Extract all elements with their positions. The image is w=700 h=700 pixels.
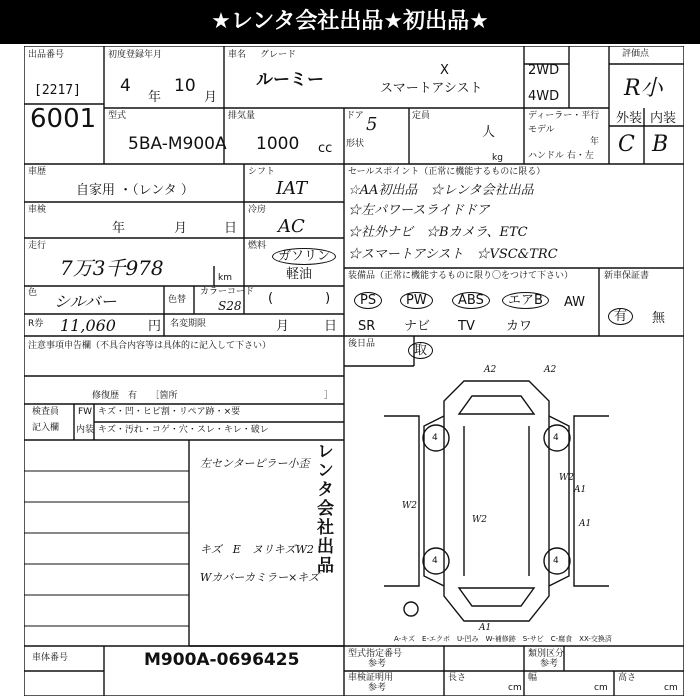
equip-navi: ナビ bbox=[404, 319, 431, 334]
grade-line1: X bbox=[440, 63, 449, 78]
category-label: 類別区分 bbox=[528, 649, 565, 659]
name-deadline-day: 日 bbox=[324, 319, 338, 334]
warranty-yes: 有 bbox=[608, 308, 633, 325]
chassis-cert-label: 車検証明用 bbox=[348, 673, 394, 683]
name-deadline-label: 名変期限 bbox=[170, 319, 207, 329]
sales-point-4: ☆スマートアシスト ☆VSC&TRC bbox=[348, 247, 558, 262]
model-value: 5BA-M900A bbox=[128, 134, 227, 154]
warranty-label: 新車保証書 bbox=[604, 271, 650, 281]
inspector-label-1: 検査員 bbox=[32, 407, 60, 417]
name-deadline-month: 月 bbox=[276, 319, 290, 334]
check-interior-key: 内装 bbox=[76, 425, 95, 435]
auction-sheet bbox=[24, 46, 684, 696]
repair-label: 修復歴 有 ［箇所 bbox=[92, 391, 178, 401]
color-code-label: カラーコード bbox=[200, 287, 255, 297]
shift-value: IAT bbox=[276, 178, 308, 199]
interior-grade: B bbox=[652, 132, 669, 157]
sales-point-2: ☆左パワースライドドア bbox=[348, 203, 490, 218]
sales-point-3: ☆社外ナビ ☆Bカメラ、ETC bbox=[348, 225, 528, 240]
score-value: R小 bbox=[624, 76, 663, 101]
shift-label: シフト bbox=[248, 167, 276, 177]
after-product-value: 取 bbox=[408, 342, 433, 359]
car-diagram bbox=[384, 381, 609, 621]
displacement-unit: cc bbox=[318, 141, 333, 156]
inspection-day-unit: 日 bbox=[224, 221, 238, 236]
length-label: 長さ bbox=[448, 673, 467, 683]
width-label: 幅 bbox=[528, 673, 538, 683]
exterior-label: 外装 bbox=[616, 111, 643, 126]
equipment-label: 装備品（正常に機能するものに限り〇をつけて下さい） bbox=[348, 271, 574, 281]
recycle-label: R券 bbox=[28, 319, 44, 329]
equip-sr: SR bbox=[358, 319, 376, 334]
door-value: 5 bbox=[366, 114, 378, 135]
lot-code: [2217] bbox=[34, 83, 81, 98]
weight-unit: kg bbox=[492, 153, 503, 163]
shape-label: 形状 bbox=[346, 139, 365, 149]
drive-2wd: 2WD bbox=[528, 63, 560, 78]
car-name-label: 車名 bbox=[228, 50, 247, 60]
color-value: シルバー bbox=[54, 292, 117, 311]
aircon-label: 冷房 bbox=[248, 205, 267, 215]
model-year-unit: 年 bbox=[590, 137, 600, 147]
tire-rear-left: 4 bbox=[432, 556, 438, 566]
inspection-month-unit: 月 bbox=[174, 221, 188, 236]
tire-front-left: 4 bbox=[432, 433, 438, 443]
damage-legend: A-キズ E-エクボ U-凹み W-補修跡 S-サビ C-腐食 XX-交換済 bbox=[394, 635, 612, 643]
score-label: 評価点 bbox=[622, 49, 650, 59]
grade-label: グレード bbox=[260, 50, 297, 60]
color-label: 色 bbox=[28, 288, 38, 298]
length-unit: cm bbox=[508, 683, 522, 693]
tire-rear-right: 4 bbox=[553, 556, 559, 566]
history-label: 車歴 bbox=[28, 167, 47, 177]
warranty-no: 無 bbox=[652, 311, 666, 326]
first-reg-label: 初度登録年月 bbox=[108, 50, 163, 60]
exterior-grade: C bbox=[618, 132, 635, 157]
handle-label: ハンドル 右・左 bbox=[528, 151, 594, 161]
dealer-label: ディーラー・平行 bbox=[528, 111, 600, 121]
mileage-unit: km bbox=[218, 273, 232, 283]
model-label: 型式 bbox=[108, 111, 127, 121]
equip-pw: PW bbox=[400, 292, 433, 309]
height-label: 高さ bbox=[618, 673, 637, 683]
displacement-label: 排気量 bbox=[228, 111, 256, 121]
capacity-label: 定員 bbox=[412, 111, 431, 121]
sales-point-1: ☆AA初出品 ☆レンタ会社出品 bbox=[348, 183, 534, 198]
fuel-gasoline: ガソリン bbox=[272, 248, 336, 265]
width-unit: cm bbox=[594, 683, 608, 693]
handwritten-note-1: 左センターピラー小歪 bbox=[200, 457, 310, 470]
damage-mark-a1-rear: A1 bbox=[479, 623, 492, 633]
tire-front-right: 4 bbox=[553, 433, 559, 443]
recycle-unit: 円 bbox=[148, 319, 162, 334]
car-name: ルーミー bbox=[256, 70, 324, 90]
capacity-unit: 人 bbox=[482, 125, 496, 140]
listing-header: ★レンタ会社出品★初出品★ bbox=[0, 0, 700, 44]
mileage-value: 7万3千978 bbox=[60, 256, 164, 280]
damage-mark-w2-right: W2 bbox=[559, 473, 574, 483]
height-unit: cm bbox=[664, 683, 678, 693]
repair-close: ］ bbox=[324, 391, 334, 401]
rental-stamp: レンタ会社出品 bbox=[313, 442, 333, 575]
recycle-value: 11,060 bbox=[60, 316, 116, 335]
inspection-label: 車検 bbox=[28, 205, 47, 215]
check-interior-values: キズ・汚れ・コゲ・穴・スレ・キレ・破レ bbox=[98, 425, 269, 435]
check-fw-values: キズ・凹・ヒビ割・リペア跡・×要 bbox=[98, 407, 241, 417]
fuel-diesel: 軽油 bbox=[286, 267, 313, 282]
equip-abs: ABS bbox=[452, 292, 490, 309]
chassis-cert-ref: 参考 bbox=[368, 683, 387, 693]
lot-number: 6001 bbox=[30, 104, 97, 134]
category-ref: 参考 bbox=[540, 659, 559, 669]
notes-label: 注意事項申告欄（不具合内容等は具体的に記入して下さい） bbox=[28, 341, 272, 351]
color-change-label: 色替 bbox=[168, 295, 187, 305]
damage-mark-a1-right: A1 bbox=[574, 485, 587, 495]
equip-tv: TV bbox=[458, 319, 475, 334]
type-cert-label: 型式指定番号 bbox=[348, 649, 403, 659]
damage-mark-a2-right: A2 bbox=[544, 365, 557, 375]
handwritten-note-3: Wカバーカミラー×キズ bbox=[200, 571, 320, 584]
interior-label: 内装 bbox=[650, 111, 677, 126]
aircon-value: AC bbox=[278, 216, 305, 237]
model-year-label: モデル bbox=[528, 125, 555, 135]
sales-points-label: セールスポイント（正常に機能するものに限る） bbox=[348, 167, 546, 177]
color-code-value: S28 bbox=[218, 299, 242, 313]
chassis-label: 車体番号 bbox=[32, 653, 69, 663]
displacement-value: 1000 bbox=[256, 134, 300, 154]
fuel-other: ( ) bbox=[268, 291, 331, 306]
check-fw-key: FW bbox=[78, 407, 93, 417]
damage-mark-a1-side: A1 bbox=[579, 519, 592, 529]
lot-label: 出品番号 bbox=[28, 50, 65, 60]
equip-leather: カワ bbox=[506, 319, 533, 334]
grade-line2: スマートアシスト bbox=[380, 81, 483, 96]
fuel-label: 燃料 bbox=[248, 241, 267, 251]
handwritten-note-2: キズ E ヌリキズW2 bbox=[200, 543, 314, 556]
damage-mark-w2-center: W2 bbox=[472, 515, 487, 525]
chassis-number: M900A-0696425 bbox=[144, 650, 300, 670]
equip-airbag: エアB bbox=[502, 292, 549, 309]
inspector-label-2: 記入欄 bbox=[32, 423, 60, 433]
first-reg-month-unit: 月 bbox=[204, 90, 218, 105]
damage-mark-w2-left: W2 bbox=[402, 501, 417, 511]
type-cert-ref: 参考 bbox=[368, 659, 387, 669]
first-reg-year: 4 bbox=[120, 76, 131, 96]
equip-aw: AW bbox=[564, 295, 586, 310]
first-reg-month: 10 bbox=[174, 76, 196, 96]
history-value: 自家用 ・（レンタ ） bbox=[76, 183, 194, 198]
door-label: ドア bbox=[346, 111, 364, 121]
damage-mark-a2-left: A2 bbox=[484, 365, 497, 375]
mileage-label: 走行 bbox=[28, 241, 47, 251]
equip-ps: PS bbox=[354, 292, 382, 309]
drive-4wd: 4WD bbox=[528, 89, 560, 104]
first-reg-year-unit: 年 bbox=[148, 90, 162, 105]
inspection-year-unit: 年 bbox=[112, 221, 126, 236]
after-product-label: 後日品 bbox=[348, 339, 376, 349]
